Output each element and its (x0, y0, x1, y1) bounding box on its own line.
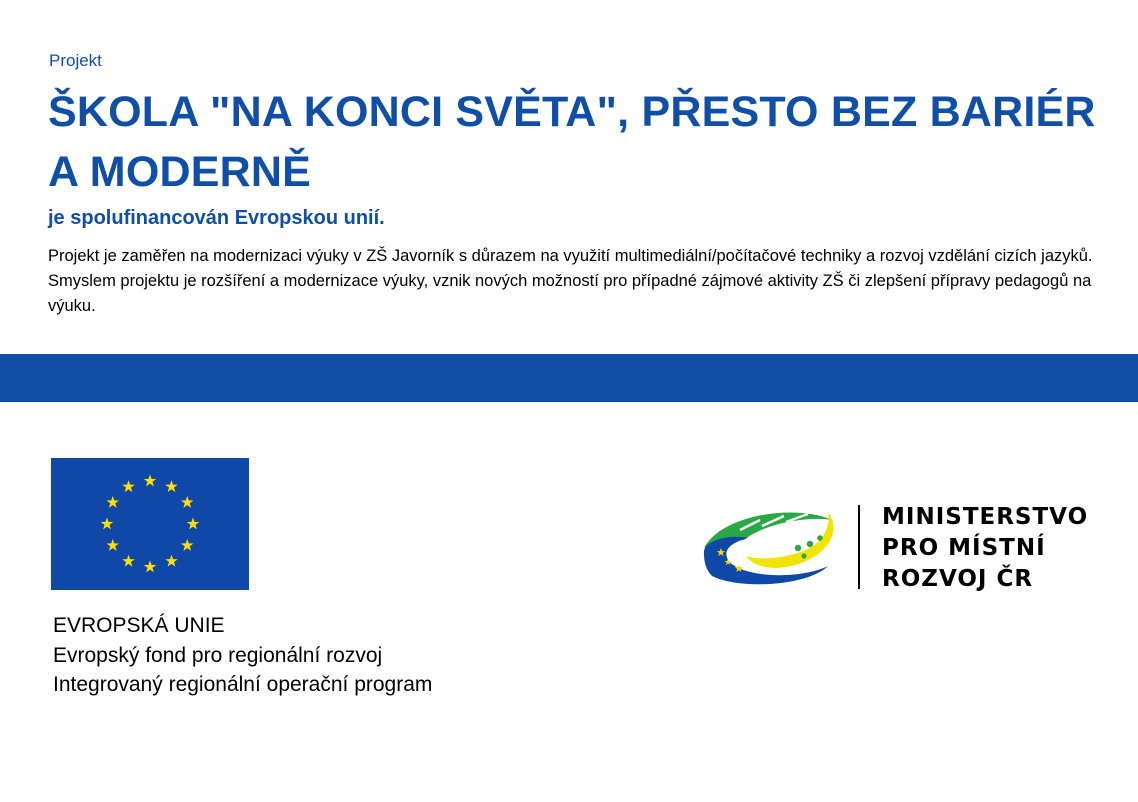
logo-divider (858, 505, 860, 589)
eu-flag-icon (51, 458, 249, 590)
project-subtitle: je spolufinancován Evropskou unií. (48, 207, 385, 229)
eu-text-block (53, 611, 432, 700)
svg-text:★: ★ (724, 558, 733, 568)
project-title: ŠKOLA "NA KONCI SVĚTA", PŘESTO BEZ BARIÉR A MODERNĚ (48, 88, 1096, 196)
svg-text:★: ★ (734, 562, 744, 575)
ministry-line-3: ROZVOJ ČR (882, 566, 1034, 592)
eu-line-union: EVROPSKÁ UNIE (53, 614, 225, 637)
mmr-logo-icon (700, 506, 840, 586)
ministry-name (882, 502, 1088, 595)
ministry-line-1: MINISTERSTVO (882, 504, 1089, 530)
ministry-line-2: PRO MÍSTNÍ (882, 535, 1046, 561)
eu-line-fund: Evropský fond pro regionální rozvoj (53, 643, 383, 667)
project-description: Projekt je zaměřen na modernizaci výuky v ZŠ Javorník s důrazem na využití multimediální/počítačové techniky a rozvoj vzdělání cizích jazyků. Smyslem projektu je rozšíření a modernizace výuky, vznik nových možností pro případné zájmové aktivity ZŠ či zlepšení přípravy pedagogů na výuku. (48, 247, 1093, 315)
svg-text:★: ★ (716, 546, 726, 559)
eu-line-program: Integrovaný regionální operační program (53, 673, 433, 696)
project-kicker: Projekt (49, 51, 102, 70)
blue-band (0, 354, 1138, 402)
